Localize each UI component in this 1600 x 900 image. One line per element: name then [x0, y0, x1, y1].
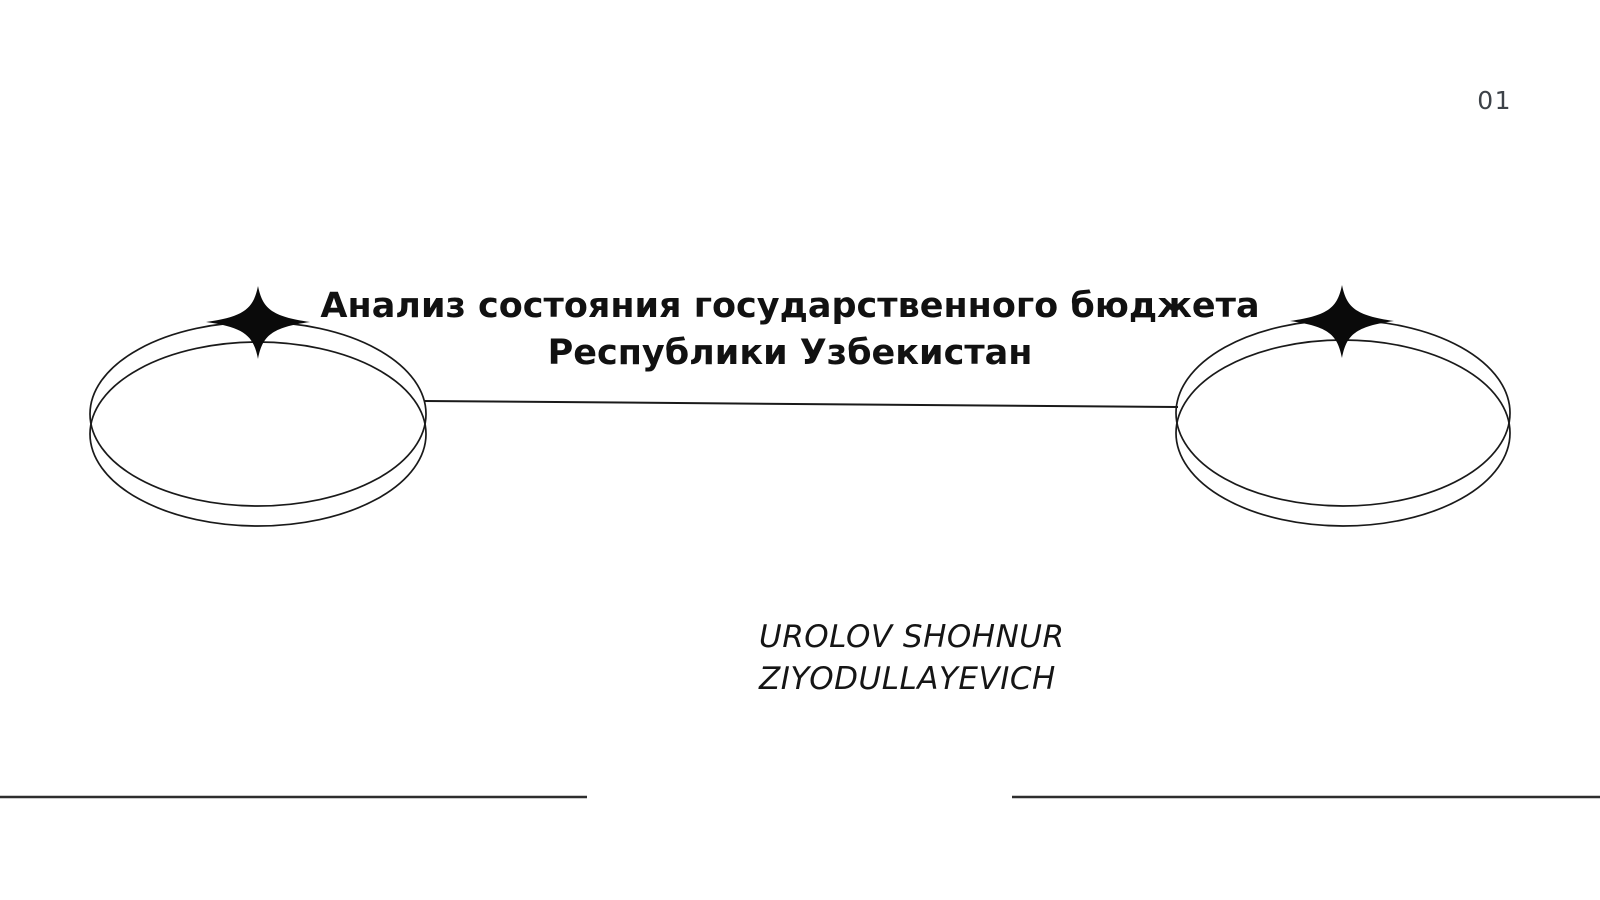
slide-title-line1: Анализ состояния государственного бюджета [320, 286, 1260, 326]
author-name [759, 616, 1065, 700]
slide-title-line2: Республики Узбекистан [547, 333, 1033, 373]
page-number: 01 [1477, 86, 1512, 115]
slide-title [180, 283, 1400, 377]
connector-line [424, 401, 1178, 407]
author-name-line1: UROLOV SHOHNUR [759, 619, 1065, 655]
author-name-line2: ZIYODULLAYEVICH [759, 661, 1056, 697]
